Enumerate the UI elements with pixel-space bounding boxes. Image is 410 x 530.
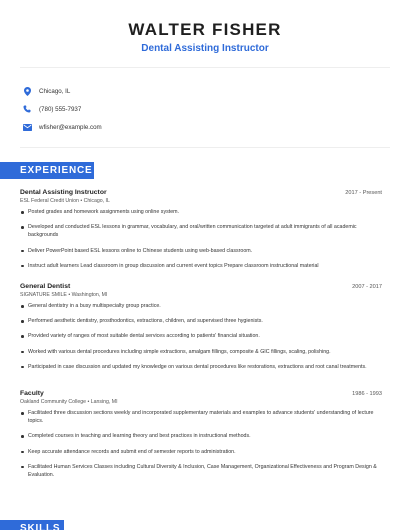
job-bullets bbox=[20, 409, 382, 479]
resume-header bbox=[0, 0, 410, 55]
job-header bbox=[20, 390, 382, 397]
header-divider bbox=[20, 67, 390, 68]
bullet-item: Keep accurate attendance records and submit end of semester reports to administration. bbox=[20, 448, 382, 456]
candidate-name: WALTER FISHER bbox=[128, 20, 282, 39]
contact-phone bbox=[22, 100, 102, 118]
job-entry bbox=[20, 283, 382, 378]
job-entry bbox=[20, 189, 382, 277]
bullet-item: Facilitated three discussion sections weekly and incorporated supplementary materials and examples to advance students' understanding of lecture topics. bbox=[20, 409, 382, 425]
job-organization: SIGNATURE SMILE • Washington, MI bbox=[20, 292, 108, 298]
job-organization: ESL Federal Credit Union • Chicago, IL bbox=[20, 198, 110, 204]
job-role: General Dentist bbox=[20, 283, 71, 290]
job-header bbox=[20, 189, 382, 196]
contact-phone-text: (780) 555-7937 bbox=[39, 105, 82, 113]
bullet-item: Developed and conducted ESL lessons in grammar, vocabulary, and oral/written communication targeted at adult immigrants of all academic backgrounds bbox=[20, 223, 382, 239]
experience-section-heading: EXPERIENCE bbox=[0, 162, 94, 179]
job-entry bbox=[20, 390, 382, 486]
skills-section-heading: SKILLS bbox=[0, 520, 64, 530]
bullet-item: Instruct adult learners Lead classroom in group discussion and current event topics Prepare classroom instructional material bbox=[20, 262, 382, 270]
bullet-item: Facilitated Human Services Classes including Cultural Diversity & Inclusion, Case Management, Organizational Effectiveness and Program Design & Evaluation. bbox=[20, 463, 382, 479]
location-pin-icon bbox=[22, 86, 32, 96]
contact-email[interactable] bbox=[22, 118, 102, 136]
job-organization: Oakland Community College • Lansing, MI bbox=[20, 399, 118, 405]
job-dates: 1986 - 1993 bbox=[352, 391, 382, 397]
job-dates: 2017 - Present bbox=[345, 190, 382, 196]
job-dates: 2007 - 2017 bbox=[352, 284, 382, 290]
bullet-item: Participated in case discussion and updated my knowledge on various dental procedures like restorations, extractions and root canal treatments. bbox=[20, 363, 382, 371]
contact-location bbox=[22, 82, 102, 100]
contact-list bbox=[22, 82, 102, 136]
contact-email-text[interactable]: wfisher@example.com bbox=[39, 123, 102, 131]
bullet-item: Worked with various dental procedures including simple extractions, amalgam fillings, composite & GIC fillings, scaling, polishing. bbox=[20, 348, 382, 356]
job-header bbox=[20, 283, 382, 290]
bullet-item: Provided variety of ranges of most suitable dental services according to patients' financial situation. bbox=[20, 332, 382, 340]
job-role: Faculty bbox=[20, 390, 44, 397]
bullet-item: Posted grades and homework assignments using online system. bbox=[20, 208, 382, 216]
job-role: Dental Assisting Instructor bbox=[20, 189, 107, 196]
bullet-item: General dentistry in a busy multispecialty group practice. bbox=[20, 302, 382, 310]
job-bullets bbox=[20, 208, 382, 270]
contact-divider bbox=[20, 147, 390, 148]
bullet-item: Completed courses in teaching and learning theory and best practices in instructional methods. bbox=[20, 432, 382, 440]
bullet-item: Performed aesthetic dentistry, prosthodontics, extractions, children, and supervised three hygienists. bbox=[20, 317, 382, 325]
bullet-item: Deliver PowerPoint based ESL lessons online to Chinese students using web-based classroom. bbox=[20, 247, 382, 255]
email-icon bbox=[22, 122, 32, 132]
contact-location-text: Chicago, IL bbox=[39, 87, 71, 95]
job-bullets bbox=[20, 302, 382, 371]
phone-icon bbox=[22, 104, 32, 114]
candidate-title: Dental Assisting Instructor bbox=[141, 43, 269, 54]
